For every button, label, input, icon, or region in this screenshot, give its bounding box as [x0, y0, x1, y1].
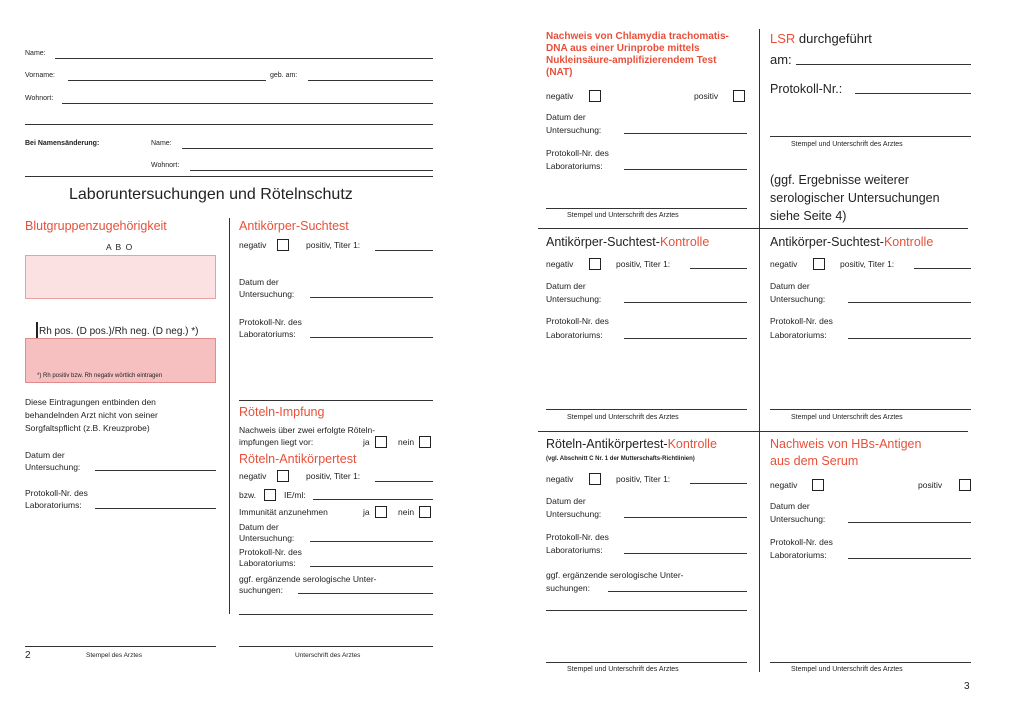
blut-proto-label-2: Laboratoriums:	[25, 500, 82, 510]
note-line-2: behandelnden Arzt nicht von seiner	[25, 410, 158, 420]
roeteln-ak-title: Röteln-Antikörpertest	[239, 452, 357, 466]
blut-proto-label-1: Protokoll-Nr. des	[25, 488, 88, 498]
ak-stempel-line	[239, 400, 433, 401]
hbs-stempel-label: Stempel und Unterschrift des Arztes	[791, 666, 903, 673]
akk-right-datum-field[interactable]	[848, 302, 971, 303]
rkk-title	[546, 437, 717, 451]
rkk-titer-field[interactable]	[690, 483, 747, 484]
rkk-erg-field[interactable]	[608, 591, 747, 592]
akk-left-proto-2: Laboratoriums:	[546, 330, 603, 340]
rkk-proto-1: Protokoll-Nr. des	[546, 532, 609, 542]
ak-proto-label-1: Protokoll-Nr. des	[239, 317, 302, 327]
akk-left-kontrolle: Kontrolle	[659, 235, 710, 249]
abo-label: A B O	[106, 242, 134, 252]
rkk-kontrolle: Kontrolle	[667, 437, 717, 451]
stempel-label: Stempel des Arztes	[86, 652, 142, 659]
abo-entry-box[interactable]	[25, 255, 216, 299]
ggf-note-3: siehe Seite 4)	[770, 209, 847, 223]
bn-wohnort-field[interactable]	[190, 170, 433, 171]
hbs-positiv-checkbox[interactable]	[959, 479, 971, 491]
ri-ja-checkbox[interactable]	[375, 436, 387, 448]
rkk-negativ-checkbox[interactable]	[589, 473, 601, 485]
lsr-stempel-line	[770, 136, 971, 137]
blut-datum-label-2: Untersuchung:	[25, 462, 81, 472]
rkk-negativ-label: negativ	[546, 474, 574, 484]
hbs-negativ-checkbox[interactable]	[812, 479, 824, 491]
rak-datum-field[interactable]	[310, 541, 433, 542]
chlamydia-title-4: (NAT)	[546, 67, 573, 78]
akk-right-proto-2: Laboratoriums:	[770, 330, 827, 340]
bn-name-label: Name:	[151, 140, 172, 147]
lsr-durchgefuehrt: durchgeführt	[798, 31, 872, 46]
akk-right-proto-field[interactable]	[848, 338, 971, 339]
unterschrift-label: Unterschrift des Arztes	[295, 652, 361, 659]
hbs-datum-field[interactable]	[848, 522, 971, 523]
akk-right-proto-1: Protokoll-Nr. des	[770, 316, 833, 326]
lsr-am-field[interactable]	[796, 64, 971, 65]
rkk-stempel-label: Stempel und Unterschrift des Arztes	[567, 666, 679, 673]
rak-datum-label-2: Untersuchung:	[239, 533, 295, 543]
left-column-divider	[229, 218, 230, 614]
rkk-stempel-line	[546, 662, 747, 663]
akk-left-negativ-label: negativ	[546, 259, 574, 269]
rak-ja-checkbox[interactable]	[375, 506, 387, 518]
akk-left-titer-field[interactable]	[690, 268, 747, 269]
rak-negativ-label: negativ	[239, 471, 267, 481]
note-line-1: Diese Eintragungen entbinden den	[25, 397, 156, 407]
rak-positiv-label: positiv, Titer 1:	[306, 471, 361, 481]
rkk-proto-field[interactable]	[624, 553, 747, 554]
ggf-note-2: serologischer Untersuchungen	[770, 191, 940, 205]
akk-left-datum-field[interactable]	[624, 302, 747, 303]
chl-proto-field[interactable]	[624, 169, 747, 170]
akk-left-stempel-label: Stempel und Unterschrift des Arztes	[567, 414, 679, 421]
bn-name-field[interactable]	[182, 148, 433, 149]
chlamydia-title-2: DNA aus einer Urinprobe mittels	[546, 43, 700, 54]
akk-right-titer-field[interactable]	[914, 268, 971, 269]
akk-left-stempel-line	[546, 409, 747, 410]
page-number-right: 3	[964, 681, 970, 692]
geb-field[interactable]	[308, 80, 433, 81]
akk-right-stempel-label: Stempel und Unterschrift des Arztes	[791, 414, 903, 421]
rh-label: Rh pos. (D pos.)/Rh neg. (D neg.) *)	[39, 326, 199, 337]
rkk-erg-1: ggf. ergänzende serologische Unter-	[546, 570, 684, 580]
akk-right-title	[770, 235, 933, 249]
akk-left-proto-1: Protokoll-Nr. des	[546, 316, 609, 326]
rak-nein-label: nein	[398, 507, 415, 517]
rak-negativ-checkbox[interactable]	[277, 470, 289, 482]
rak-erg-label-2: suchungen:	[239, 585, 283, 595]
rh-note: *) Rh positiv bzw. Rh negativ wörtlich eintragen	[37, 373, 163, 379]
rak-datum-label-1: Datum der	[239, 522, 279, 532]
akk-left-datum-1: Datum der	[546, 281, 586, 291]
rak-immun-label: Immunität anzunehmen	[239, 507, 328, 517]
ak-datum-field[interactable]	[310, 297, 433, 298]
rak-ie-label: IE/ml:	[284, 490, 306, 500]
lsr-am-label: am:	[770, 52, 792, 67]
akk-right-stempel-line	[770, 409, 971, 410]
akk-right-positiv-label: positiv, Titer 1:	[840, 259, 895, 269]
vorname-label: Vorname:	[25, 72, 55, 79]
akk-left-proto-field[interactable]	[624, 338, 747, 339]
akk-left-positiv-label: positiv, Titer 1:	[616, 259, 671, 269]
rak-erg-field-2[interactable]	[239, 614, 433, 615]
blut-datum-label-1: Datum der	[25, 450, 65, 460]
hbs-positiv-label: positiv	[918, 480, 943, 490]
section-divider	[25, 176, 433, 177]
lsr-title	[770, 31, 872, 46]
blut-datum-field[interactable]	[95, 470, 216, 471]
wohnort-label: Wohnort:	[25, 95, 54, 102]
rkk-proto-2: Laboratoriums:	[546, 545, 603, 555]
rak-bzw-checkbox[interactable]	[264, 489, 276, 501]
row-divider-1	[538, 228, 968, 229]
ak-proto-field[interactable]	[310, 337, 433, 338]
rkk-subtitle: (vgl. Abschnitt C Nr. 1 der Mutterschafts-Richtlinien)	[546, 456, 695, 462]
rkk-datum-field[interactable]	[624, 517, 747, 518]
ak-datum-label-2: Untersuchung:	[239, 289, 295, 299]
akk-right-kontrolle: Kontrolle	[883, 235, 934, 249]
ggf-note-1: (ggf. Ergebnisse weiterer	[770, 173, 909, 187]
akk-left-title	[546, 235, 709, 249]
akk-right-datum-2: Untersuchung:	[770, 294, 826, 304]
akk-right-title-text: Antikörper-Suchtest-	[770, 235, 884, 249]
name-field[interactable]	[55, 58, 433, 59]
chl-datum-field[interactable]	[624, 133, 747, 134]
rkk-datum-1: Datum der	[546, 496, 586, 506]
hbs-proto-2: Laboratoriums:	[770, 550, 827, 560]
ak-positiv-label: positiv, Titer 1:	[306, 240, 361, 250]
rak-nein-checkbox[interactable]	[419, 506, 431, 518]
chl-proto-label-1: Protokoll-Nr. des	[546, 148, 609, 158]
rkk-erg-field-2[interactable]	[546, 610, 747, 611]
lsr-label: LSR	[770, 31, 796, 46]
akk-left-negativ-checkbox[interactable]	[589, 258, 601, 270]
chl-datum-label-2: Untersuchung:	[546, 125, 602, 135]
rak-erg-field[interactable]	[298, 593, 433, 594]
rkk-positiv-label: positiv, Titer 1:	[616, 474, 671, 484]
lsr-protokoll-label: Protokoll-Nr.:	[770, 82, 843, 96]
ri-nein-checkbox[interactable]	[419, 436, 431, 448]
rkk-datum-2: Untersuchung:	[546, 509, 602, 519]
stempel-line	[25, 646, 216, 647]
geb-label: geb. am:	[270, 72, 298, 79]
namensaenderung-label: Bei Namensänderung:	[25, 140, 100, 147]
rak-proto-field[interactable]	[310, 566, 433, 567]
rak-ja-label: ja	[363, 507, 370, 517]
blutgruppe-title: Blutgruppenzugehörigkeit	[25, 219, 167, 233]
bn-wohnort-label: Wohnort:	[151, 162, 180, 169]
rak-proto-label-1: Protokoll-Nr. des	[239, 547, 302, 557]
rak-proto-label-2: Laboratoriums:	[239, 558, 296, 568]
name-label: Name:	[25, 50, 46, 57]
chlamydia-title-3: Nukleinsäure-amplifizierendem Test	[546, 55, 717, 66]
hbs-title-1: Nachweis von HBs-Antigen	[770, 437, 922, 451]
rak-ie-field[interactable]	[313, 499, 433, 500]
ak-proto-label-2: Laboratoriums:	[239, 329, 296, 339]
rak-erg-label-1: ggf. ergänzende serologische Unter-	[239, 574, 377, 584]
rkk-erg-2: suchungen:	[546, 583, 590, 593]
lsr-protokoll-field[interactable]	[855, 93, 971, 94]
hbs-stempel-line	[770, 662, 971, 663]
hbs-negativ-label: negativ	[770, 480, 798, 490]
ri-nachweis-2: impfungen liegt vor:	[239, 437, 314, 447]
blut-proto-field[interactable]	[95, 508, 216, 509]
ak-negativ-checkbox[interactable]	[277, 239, 289, 251]
chl-negativ-label: negativ	[546, 91, 574, 101]
ak-datum-label-1: Datum der	[239, 277, 279, 287]
chl-positiv-checkbox[interactable]	[733, 90, 745, 102]
wohnort-field[interactable]	[62, 103, 433, 104]
chl-stempel-label: Stempel und Unterschrift des Arztes	[567, 212, 679, 219]
ri-nachweis-1: Nachweis über zwei erfolgte Röteln-	[239, 425, 376, 435]
akk-right-negativ-checkbox[interactable]	[813, 258, 825, 270]
hbs-datum-1: Datum der	[770, 501, 810, 511]
hbs-datum-2: Untersuchung:	[770, 514, 826, 524]
ak-negativ-label: negativ	[239, 240, 267, 250]
wohnort-field-2[interactable]	[25, 124, 433, 125]
akk-right-datum-1: Datum der	[770, 281, 810, 291]
page-title: Laboruntersuchungen und Rötelnschutz	[69, 186, 353, 203]
rak-titer-field[interactable]	[375, 481, 433, 482]
akk-left-datum-2: Untersuchung:	[546, 294, 602, 304]
lsr-stempel-label: Stempel und Unterschrift des Arztes	[791, 141, 903, 148]
chl-datum-label-1: Datum der	[546, 112, 586, 122]
ri-nein-label: nein	[398, 437, 415, 447]
ak-titer-field[interactable]	[375, 250, 433, 251]
right-column-divider	[759, 29, 760, 672]
ri-ja-label: ja	[363, 437, 370, 447]
page-number-left: 2	[25, 650, 31, 661]
hbs-title-2: aus dem Serum	[770, 454, 859, 468]
akk-right-negativ-label: negativ	[770, 259, 798, 269]
roeteln-impfung-title: Röteln-Impfung	[239, 405, 325, 419]
rak-bzw-label: bzw.	[239, 490, 257, 500]
hbs-proto-field[interactable]	[848, 558, 971, 559]
chl-positiv-label: positiv	[694, 91, 719, 101]
vorname-field[interactable]	[68, 80, 266, 81]
unterschrift-line	[239, 646, 433, 647]
chl-stempel-line	[546, 208, 747, 209]
row-divider-2	[538, 431, 968, 432]
rkk-title-text: Röteln-Antikörpertest-	[546, 437, 668, 451]
akk-left-title-text: Antikörper-Suchtest-	[546, 235, 660, 249]
chl-negativ-checkbox[interactable]	[589, 90, 601, 102]
chl-proto-label-2: Laboratoriums:	[546, 161, 603, 171]
note-line-3: Sorgfaltspflicht (z.B. Kreuzprobe)	[25, 423, 150, 433]
chlamydia-title-1: Nachweis von Chlamydia trachomatis-	[546, 31, 729, 42]
hbs-proto-1: Protokoll-Nr. des	[770, 537, 833, 547]
ak-title: Antikörper-Suchtest	[239, 219, 349, 233]
